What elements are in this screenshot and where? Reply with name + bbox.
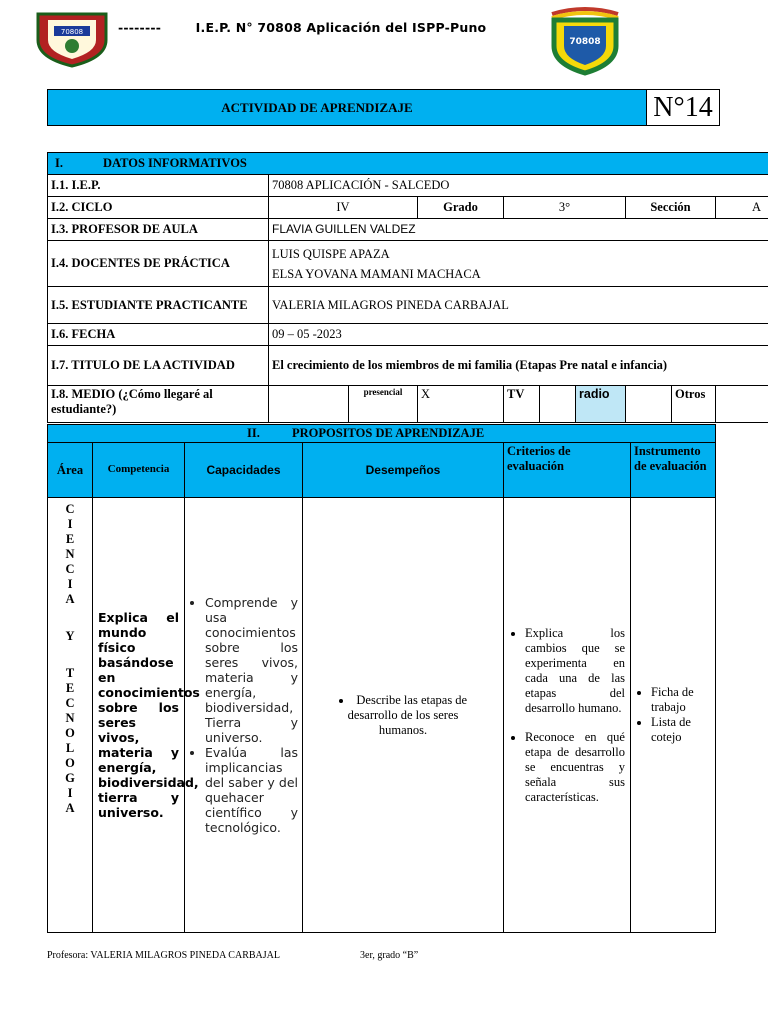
area-letter: T bbox=[65, 665, 75, 680]
medio-mark: X bbox=[418, 386, 504, 423]
estudiante-value: VALERIA MILAGROS PINEDA CARBAJAL bbox=[269, 287, 768, 324]
docente-name: LUIS QUISPE APAZA bbox=[272, 246, 390, 261]
col-header-area: Área bbox=[48, 443, 93, 498]
area-letter: O bbox=[65, 755, 75, 770]
iep-value: 70808 APLICACIÓN - SALCEDO bbox=[269, 175, 768, 197]
datos-table bbox=[47, 152, 768, 423]
area-letter: G bbox=[65, 770, 75, 785]
col-header-desempenos: Desempeños bbox=[303, 443, 504, 498]
desempenos-cell bbox=[303, 498, 504, 933]
medio-cell-blank bbox=[716, 386, 768, 423]
docentes-label: I.4. DOCENTES DE PRÁCTICA bbox=[48, 241, 269, 287]
area-letter: N bbox=[65, 547, 75, 561]
titulo-label: I.7. TITULO DE LA ACTIVIDAD bbox=[48, 346, 269, 386]
medio-cell-blank bbox=[540, 386, 576, 423]
header-dashes: -------- bbox=[118, 20, 162, 35]
docentes-value bbox=[269, 241, 768, 287]
area-letter: C bbox=[65, 695, 75, 710]
datos-section-title: DATOS INFORMATIVOS bbox=[103, 156, 247, 170]
propositos-section-num: II. bbox=[247, 426, 260, 441]
area-letter: L bbox=[65, 740, 75, 755]
seccion-label: Sección bbox=[626, 197, 716, 219]
activity-title: ACTIVIDAD DE APRENDIZAJE bbox=[221, 99, 413, 115]
docente-name: ELSA YOVANA MAMANI MACHACA bbox=[272, 266, 481, 281]
area-letter: A bbox=[65, 592, 75, 606]
instrumentos-cell bbox=[631, 498, 716, 933]
instrumento-item: • Ficha de trabajo bbox=[651, 685, 711, 715]
svg-text:70808: 70808 bbox=[569, 37, 601, 47]
col-header-criterios: Criterios de evaluación bbox=[504, 443, 631, 498]
school-crest-left bbox=[34, 10, 110, 73]
area-letter: C bbox=[65, 562, 75, 576]
fecha-value: 09 – 05 -2023 bbox=[269, 324, 768, 346]
medio-presencial: presencial bbox=[349, 386, 418, 423]
grado-value: 3° bbox=[504, 197, 626, 219]
area-letter: I bbox=[67, 785, 73, 800]
medio-radio: radio bbox=[576, 386, 626, 423]
capacidad-item: • Comprende y usa conocimientos sobre los seres vivos, materia y energía, biodiversidad, Tierra y universo. bbox=[205, 595, 298, 745]
area-vertical-label bbox=[48, 498, 93, 933]
medio-otros: Otros bbox=[672, 386, 716, 423]
medio-cell-blank bbox=[269, 386, 349, 423]
medio-tv: TV bbox=[504, 386, 540, 423]
grado-label: Grado bbox=[418, 197, 504, 219]
iep-label: I.1. I.E.P. bbox=[48, 175, 269, 197]
area-letter: E bbox=[65, 680, 75, 695]
propositos-table bbox=[47, 424, 716, 933]
activity-number: N°14 bbox=[646, 90, 719, 125]
area-letter: N bbox=[65, 710, 75, 725]
col-header-competencia: Competencia bbox=[93, 443, 185, 498]
capacidades-cell bbox=[185, 498, 303, 933]
criterio-item: • Reconoce en qué etapa de desarrollo se encuentras y señala sus características. bbox=[525, 730, 625, 805]
area-letter: Y bbox=[65, 628, 75, 643]
area-letter: C bbox=[65, 502, 75, 516]
col-header-capacidades: Capacidades bbox=[185, 443, 303, 498]
profesor-value: FLAVIA GUILLEN VALDEZ bbox=[269, 219, 768, 241]
propositos-section-title: PROPOSITOS DE APRENDIZAJE bbox=[292, 426, 485, 441]
estudiante-label: I.5. ESTUDIANTE PRACTICANTE bbox=[48, 287, 269, 324]
datos-section-header bbox=[48, 153, 768, 175]
medio-cell-blank bbox=[626, 386, 672, 423]
svg-text:70808: 70808 bbox=[60, 28, 84, 36]
ciclo-value: IV bbox=[269, 197, 418, 219]
area-letter: I bbox=[67, 517, 73, 531]
criterios-cell bbox=[504, 498, 631, 933]
capacidad-item: • Evalúa las implicancias del saber y del quehacer científico y tecnológico. bbox=[205, 745, 298, 835]
school-title bbox=[118, 20, 486, 35]
competencia-text: Explica el mundo físico basándose en conocimientos sobre los seres vivos, materia y energía, biodiversidad, tierra y universo. bbox=[93, 498, 185, 933]
area-letter: I bbox=[67, 577, 73, 591]
propositos-section-header bbox=[48, 425, 716, 443]
fecha-label: I.6. FECHA bbox=[48, 324, 269, 346]
school-title-text: I.E.P. N° 70808 Aplicación del ISPP-Puno bbox=[195, 20, 487, 35]
seccion-value: A bbox=[716, 197, 768, 219]
footer-grado: 3er, grado “B” bbox=[360, 950, 419, 961]
instrumento-item: • Lista de cotejo bbox=[651, 715, 711, 745]
area-letter: A bbox=[65, 800, 75, 815]
footer-profesora: Profesora: VALERIA MILAGROS PINEDA CARBAJAL bbox=[47, 950, 280, 961]
desempeno-item: • Describe las etapas de desarrollo de los seres humanos. bbox=[323, 693, 483, 738]
school-crest-right bbox=[546, 6, 624, 81]
activity-title-box bbox=[47, 89, 720, 126]
area-letter: O bbox=[65, 725, 75, 740]
ciclo-label: I.2. CICLO bbox=[48, 197, 269, 219]
medio-label: I.8. MEDIO (¿Cómo llegaré al estudiante?) bbox=[48, 386, 269, 423]
datos-section-num: I. bbox=[55, 156, 63, 170]
titulo-value: El crecimiento de los miembros de mi familia (Etapas Pre natal e infancia) bbox=[269, 346, 768, 386]
area-letter: E bbox=[65, 532, 75, 546]
col-header-instrumento: Instrumento de evaluación bbox=[631, 443, 716, 498]
profesor-label: I.3. PROFESOR DE AULA bbox=[48, 219, 269, 241]
criterio-item: • Explica los cambios que se experimenta en cada una de las etapas del desarrollo humano. bbox=[525, 626, 625, 716]
